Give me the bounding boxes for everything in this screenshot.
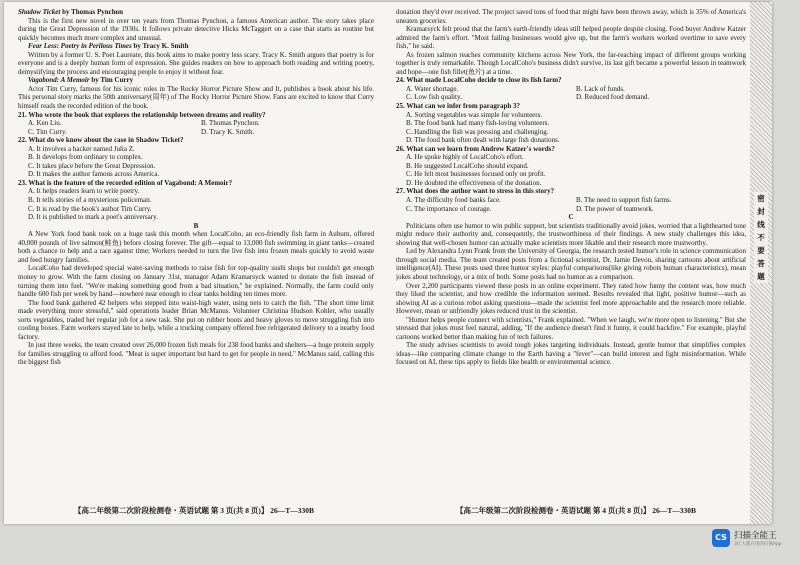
option: A. It helps readers learn to write poetry. (28, 187, 140, 196)
question-22: 22. What do we know about the case in Shadow Ticket? (18, 136, 184, 145)
option: B. The need to support fish farms. (576, 196, 672, 205)
book-3-description: Actor Tim Curry, famous for his iconic roles in The Rocky Horror Picture Show and It, publishes a book about his life. This personal story marks the 50th anniversary(周年) of The Rocky Horror Picture Show. Fans are excited to know that Curry himself reads the recorded edition of the book. (18, 84, 374, 111)
option: B. Thomas Pynchon. (201, 119, 260, 128)
option: D. The power of teamwork. (576, 204, 654, 213)
option: C. Low fish quality. (406, 93, 462, 102)
passage-b-paragraph: As frozen salmon reaches community kitchens across New York, the far-reaching impact of different groups working together is truly remarkable. Though LocalCoho's business didn't survive, its last gift became a powerful lesson in teamwork and hope—one fish fillet(鱼片) at a time. (396, 50, 746, 76)
passage-c-paragraph: The study advises scientists to avoid tough jokes targeting individuals. Instead, gentle humor that simplifies complex ideas—like comparing climate change to the Earth having a "fever"—can build interest and fight misinformation. While focused on AI, these tips apply to fields like health or environmental science. (396, 341, 746, 367)
page-footer-right: 【高二年级第二次阶段检测卷・英语试题 第 4 页(共 8 页)】 26—T—330B (456, 506, 696, 515)
option: C. He felt most businesses focused only on profit. (406, 170, 546, 179)
passage-b-paragraph: LocalCoho had developed special water-saving methods to raise fish for top-quality sushi shops but couldn't get enough money to grow. With the farm closing on January 31st, manager Adam Kramarsyck wanted to donate the fish instead of turning them into fuel. "We're making something good from a bad situation," he explained. Normally, the farm could only handle 600 fish per week by hand—nowhere near enough to clear tanks holding ten times more. (18, 264, 374, 299)
passage-b-paragraph: A New York food bank took on a huge task this month when LocalCoho, an eco-friendly fish farm in Auburn, offered 40,000 pounds of live salmon(鲑鱼) before closing forever. The gift—equal to 13,000 fish swimming in giant tanks—created both a chance to help and a race against time; Workers needed to turn the live fish into frozen meals quickly to avoid waste and feed hungry families. (18, 230, 374, 264)
option: C. It is read by the book's author Tim Curry. (28, 204, 152, 213)
option: A. Water shortage. (406, 84, 459, 93)
seal-line-strip (750, 2, 772, 524)
question-26: 26. What can we learn from Andrew Katzer's words? (396, 144, 555, 153)
camscanner-name: 扫描全能王 (734, 531, 777, 541)
passage-b-paragraph: In just three weeks, the team created over 26,000 frozen fish meals for 238 food banks and shelters—a huge protein supply for families struggling to afford food. "Meat is super important but hard to get for people in need," McManus said, calling this the biggest fish (18, 341, 374, 367)
right-column (396, 8, 746, 502)
option: A. He spoke highly of LocalCoho's effort. (406, 153, 524, 162)
question-22-options (18, 145, 374, 179)
passage-c-paragraph: Politicians often use humor to win public support, but scientists traditionally avoid jokes, worried that a lighthearted tone might reduce their authority and, consequently, the trustworthiness of their findings. A new study challenges this idea, showing that well-chosen humor can actually make scientists more likable and their research more trustworthy. (396, 221, 746, 247)
option: B. It tells stories of a mysterious policeman. (28, 196, 152, 205)
option: C. It takes place before the Great Depression. (28, 161, 156, 170)
option: B. Lack of funds. (576, 84, 625, 93)
camscanner-tagline: 3亿人都在用的扫描App (734, 542, 782, 547)
question-25-options (396, 111, 746, 145)
option: D. Reduced food demand. (576, 93, 650, 102)
option: A. It involves a hacker named Julia Z. (28, 144, 135, 153)
book-2-heading: Fear Less: Poetry in Perilous Times by Tracy K. Smith (28, 42, 189, 51)
left-column (18, 8, 374, 502)
passage-c-paragraph: "Humor helps people connect with scientists," Frank explained. "When we laugh, we're more open to listening." But she stressed that jokes must feel natural, adding, "If the audience doesn't find it funny, it could backfire." For example, playful cartoons worked better than making fun of tech failures. (396, 315, 746, 341)
option: D. It is published to mark a poet's anniversary. (28, 213, 158, 222)
option: D. It makes the author famous across America. (28, 170, 160, 179)
book-1-description: This is the first new novel in over ten years from Thomas Pynchon, a famous American author. The story takes place during the Great Depression of the 1930s. It follows private detective Hicks McTaggert on a case that starts as routine but quickly becomes much more complex and unusual. (18, 16, 374, 42)
question-23-options (18, 187, 374, 221)
option: D. The food bank often dealt with large fish donations. (406, 136, 560, 145)
question-21: 21. Who wrote the book that explores the relationship between dreams and reality? (18, 110, 266, 119)
option: B. He suggested LocalCoho should expand. (406, 161, 529, 170)
passage-c-paragraph: Led by Alexandra Lynn Frank from the University of Georgia, the research tested humor's role in science communication through social media. The team created posts from a fictional scientist, Dr. Jamie Devon, sharing cartoons about artificial intelligence(AI). These posts used three humor styles: playful comparisons(like giving robots human characteristics), mean jokes about technology, or a mix of both. Some posts had no humor as a comparison. (396, 247, 746, 281)
question-23: 23. What is the feature of the recorded edition of Vagabond: A Memoir? (18, 178, 233, 187)
question-24-options (396, 85, 746, 102)
page-footer-left: 【高二年级第二次阶段检测卷・英语试题 第 3 页(共 8 页)】 26—T—330B (74, 506, 314, 515)
passage-b-paragraph: Kramarsyck felt proud that the farm's earth-friendly ideas still helped people despite closing. Food buyer Andrew Katzer admired the farm's effort. "Most failing businesses would give up, but the farm's workers worked overtime to save every fish," he said. (396, 25, 746, 51)
passage-b-paragraph: The food bank gathered 42 helpers who stepped into waist-high water, using nets to catch the fish. "The short time limit made everything more stressful," said operations leader Brian McManus. Volunteer Christina Hudson Kohler, who usually sorts vegetables, traded her regular job for a new task. She put on rubber boots and heavy gloves to move struggling fish into cooling boxes. Farm workers stayed late to help, while a trucking company offered free refrigerated delivery to a nearby food factory. (18, 298, 374, 341)
option: C. The importance of courage. (406, 204, 492, 213)
option: A. Ken Liu. (28, 119, 62, 128)
question-24: 24. What made LocalCoho decide to close its fish farm? (396, 76, 562, 85)
seal-line-text: 密封线不要答题 (754, 192, 768, 283)
passage-c-paragraph: Over 2,200 participants viewed these posts in an online experiment. They rated how funny the content was, how much they liked the scientist, and how credible the information seemed. Results revealed that light, positive humor—such as showing AI as a curious robot asking questions—made the scientist feel more approachable and the research more reliable. However, mean or unfriendly jokes reduced trust in the scientist. (396, 281, 746, 316)
question-25: 25. What can we infer from paragraph 3? (396, 102, 521, 111)
option: B. The food bank had many fish-loving volunteers. (406, 119, 550, 128)
book-1-heading: Shadow Ticket by Thomas Pynchon (18, 8, 124, 16)
option: D. Tracy K. Smith. (201, 127, 255, 136)
question-21-options (18, 119, 374, 136)
section-b-heading: B (193, 221, 199, 230)
section-c-heading: C (568, 213, 574, 222)
book-2-description: Written by a former U. S. Poet Laureate, this book aims to make poetry less scary. Tracy K. Smith argues that poetry is for everyone and is a deeply human form of expression. She guides readers on how to approach both reading and writing poetry, demystifying the process and encouraging people to enjoy it without fear. (18, 50, 374, 76)
option: A. The difficulty food banks face. (406, 196, 501, 205)
passage-b-paragraph: donation they'd ever received. The project saved tons of food that might have been thrown away, which is 35% of America's uneaten groceries. (396, 8, 746, 25)
option: B. It develops from ordinary to complex. (28, 153, 143, 162)
option: D. He doubted the effectiveness of the donation. (406, 178, 542, 187)
exam-page (4, 2, 772, 524)
question-27: 27. What does the author want to stress in this story? (396, 187, 555, 196)
option: A. Sorting vegetables was simple for volunteers. (406, 110, 543, 119)
option: C. Tim Curry. (28, 127, 67, 136)
camscanner-logo-icon: CS (712, 529, 730, 547)
option: C. Handling the fish was pressing and challenging. (406, 127, 549, 136)
question-26-options (396, 153, 746, 187)
question-27-options (396, 196, 746, 213)
book-3-heading: Vagabond: A Memoir by Tim Curry (28, 76, 134, 85)
